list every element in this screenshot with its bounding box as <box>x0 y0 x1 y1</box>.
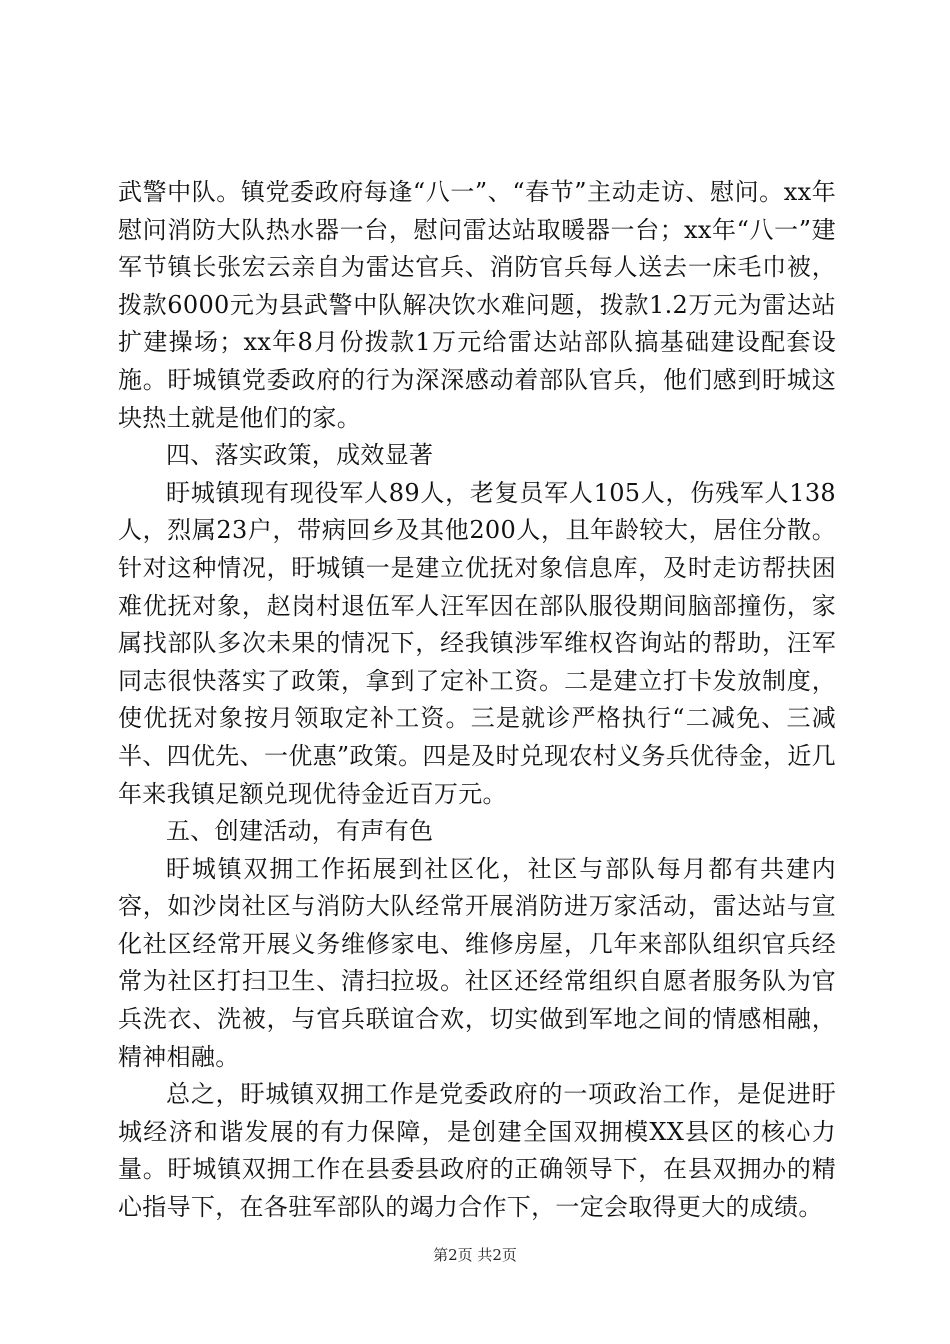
paragraph-community: 盱城镇双拥工作拓展到社区化，社区与部队每月都有共建内容，如沙岗社区与消防大队经常开展消防进万家活动，雷达站与宣化社区经常开展义务维修家电、维修房屋，几年来部队组织官兵经常为社区打扫卫生、清扫拉圾。社区还经常组织自愿者服务队为官兵洗衣、洗被，与官兵联谊合欢，切实做到军地之间的情感相融，精神相融。 <box>118 854 836 1071</box>
section-heading-five: 五、创建活动，有声有色 <box>166 817 434 846</box>
paragraph-policy: 盱城镇现有现役军人89人，老复员军人105人，伤残军人138人，烈属23户，带病回乡及其他200人，且年龄较大，居住分散。针对这种情况，盱城镇一是建立优抚对象信息库，及时走访帮扶困难优抚对象，赵岗村退伍军人汪军因在部队服役期间脑部撞伤，家属找部队多次未果的情况下，经我镇涉军维权咨询站的帮助，汪军同志很快落实了政策，拿到了定补工资。二是建立打卡发放制度，使优抚对象按月领取定补工资。三是就诊严格执行“二减免、三减半、四优先、一优惠”政策。四是及时兑现农村义务兵优待金，近几年来我镇足额兑现优待金近百万元。 <box>118 478 836 808</box>
paragraph-conclusion: 总之，盱城镇双拥工作是党委政府的一项政治工作，是促进盱城经济和谐发展的有力保障，是创建全国双拥模XX县区的核心力量。盱城镇双拥工作在县委县政府的正确领导下，在县双拥办的精心指导下，在各驻军部队的竭力合作下，一定会取得更大的成绩。 <box>118 1080 836 1222</box>
paragraph-continuation: 武警中队。镇党委政府每逢“八一”、“春节”主动走访、慰问。xx年慰问消防大队热水器一台，慰问雷达站取暖器一台；xx年“八一”建军节镇长张宏云亲自为雷达官兵、消防官兵每人送去一床毛巾被，拨款6000元为县武警中队解决饮水难问题，拨款1.2万元为雷达站扩建操场；xx年8月份拨款1万元给雷达站部队搞基础建设配套设施。盱城镇党委政府的行为深深感动着部队官兵，他们感到盱城这块热土就是他们的家。 <box>118 178 836 432</box>
document-body <box>118 174 836 1227</box>
section-heading-four: 四、落实政策，成效显著 <box>166 441 434 470</box>
page-number-footer: 第2页 共2页 <box>433 1246 517 1264</box>
